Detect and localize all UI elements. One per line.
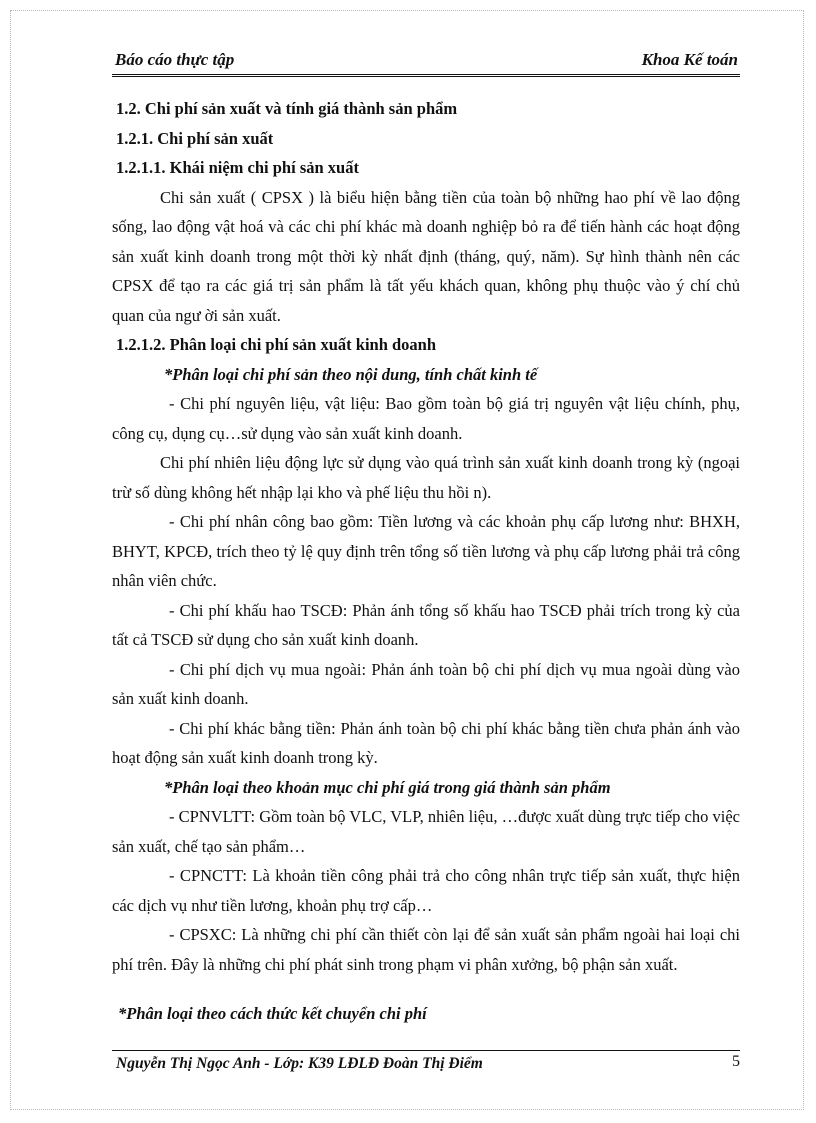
paragraph-materials: - Chi phí nguyên liệu, vật liệu: Bao gồm toàn bộ giá trị nguyên vật liệu chính, phụ, công cụ, dụng cụ…sử dụng vào sản xuất kinh doanh. [112, 394, 740, 443]
subheading-by-content: *Phân loại chi phí sản theo nội dung, tính chất kinh tế [164, 364, 538, 384]
footer-author: Nguyễn Thị Ngọc Anh - Lớp: K39 LĐLĐ Đoàn Thị Điểm [116, 1055, 483, 1072]
header-report-title: Báo cáo thực tập [115, 50, 235, 69]
document-body [112, 94, 740, 1029]
paragraph-outsourced-services: - Chi phí dịch vụ mua ngoài: Phản ánh toàn bộ chi phí dịch vụ mua ngoài dùng vào sản xuất kinh doanh. [112, 659, 740, 708]
paragraph-cpnvltt: - CPNVLTT: Gồm toàn bộ VLC, VLP, nhiên liệu, …được xuất dùng trực tiếp cho việc sản xuất, chế tạo sản phẩm… [112, 807, 740, 856]
subheading-by-cost-item: *Phân loại theo khoản mục chi phí giá trong giá thành sản phẩm [164, 777, 611, 797]
page-footer [112, 1055, 740, 1079]
paragraph-cpsxc: - CPSXC: Là những chi phí cần thiết còn lại để sản xuất sản phẩm ngoài hai loại chi phí trên. Đây là những chi phí phát sinh trong phạm vi phân xưởng, bộ phận sản xuất. [112, 925, 740, 974]
paragraph-cpnctt: - CPNCTT: Là khoản tiền công phải trả cho công nhân trực tiếp sản xuất, thực hiện các dịch vụ như tiền lương, khoản phụ trợ cấp… [112, 866, 740, 915]
paragraph-other-cash: - Chi phí khác bằng tiền: Phản ánh toàn bộ chi phí khác bằng tiền chưa phản ánh vào hoạt động sản xuất kinh doanh trong kỳ. [112, 718, 740, 767]
paragraph-fuel: Chi phí nhiên liệu động lực sử dụng vào quá trình sản xuất kinh doanh trong kỳ (ngoại trừ số dùng không hết nhập lại kho và phế liệu thu hồi n). [112, 453, 740, 502]
heading-section-1-2-1: 1.2.1. Chi phí sản xuất [116, 128, 274, 148]
page-number: 5 [732, 1053, 740, 1070]
header-department: Khoa Kế toán [641, 50, 738, 69]
subheading-by-transfer: *Phân loại theo cách thức kết chuyển chi phí [118, 1004, 427, 1023]
paragraph-definition: Chi sản xuất ( CPSX ) là biểu hiện bằng tiền của toàn bộ những hao phí về lao động sống, lao động vật hoá và các chi phí khác mà doanh nghiệp bỏ ra để tiến hành các hoạt động sản xuất kinh doanh trong một thời kỳ nhất định (tháng, quý, năm). Sự hình thành nên các CPSX để tạo ra các giá trị sản phẩm là tất yếu khách quan, không phụ thuộc vào ý chí chủ quan của ngư ời sản xuất. [112, 187, 740, 325]
heading-section-1-2-1-2: 1.2.1.2. Phân loại chi phí sản xuất kinh doanh [116, 335, 437, 354]
footer-divider [112, 1050, 740, 1051]
heading-section-1-2-1-1: 1.2.1.1. Khái niệm chi phí sản xuất [116, 158, 359, 177]
paragraph-labor: - Chi phí nhân công bao gồm: Tiền lương và các khoản phụ cấp lương như: BHXH, BHYT, KPCĐ, trích theo tỷ lệ quy định trên tổng số tiền lương và phụ cấp lương phải trả công nhân viên chức. [112, 512, 740, 590]
paragraph-depreciation: - Chi phí khấu hao TSCĐ: Phản ánh tổng số khấu hao TSCĐ phải trích trong kỳ của tất cả TSCĐ sử dụng cho sản xuất kinh doanh. [112, 600, 740, 649]
page-header [112, 48, 740, 77]
heading-section-1-2: 1.2. Chi phí sản xuất và tính giá thành sản phẩm [116, 99, 458, 118]
